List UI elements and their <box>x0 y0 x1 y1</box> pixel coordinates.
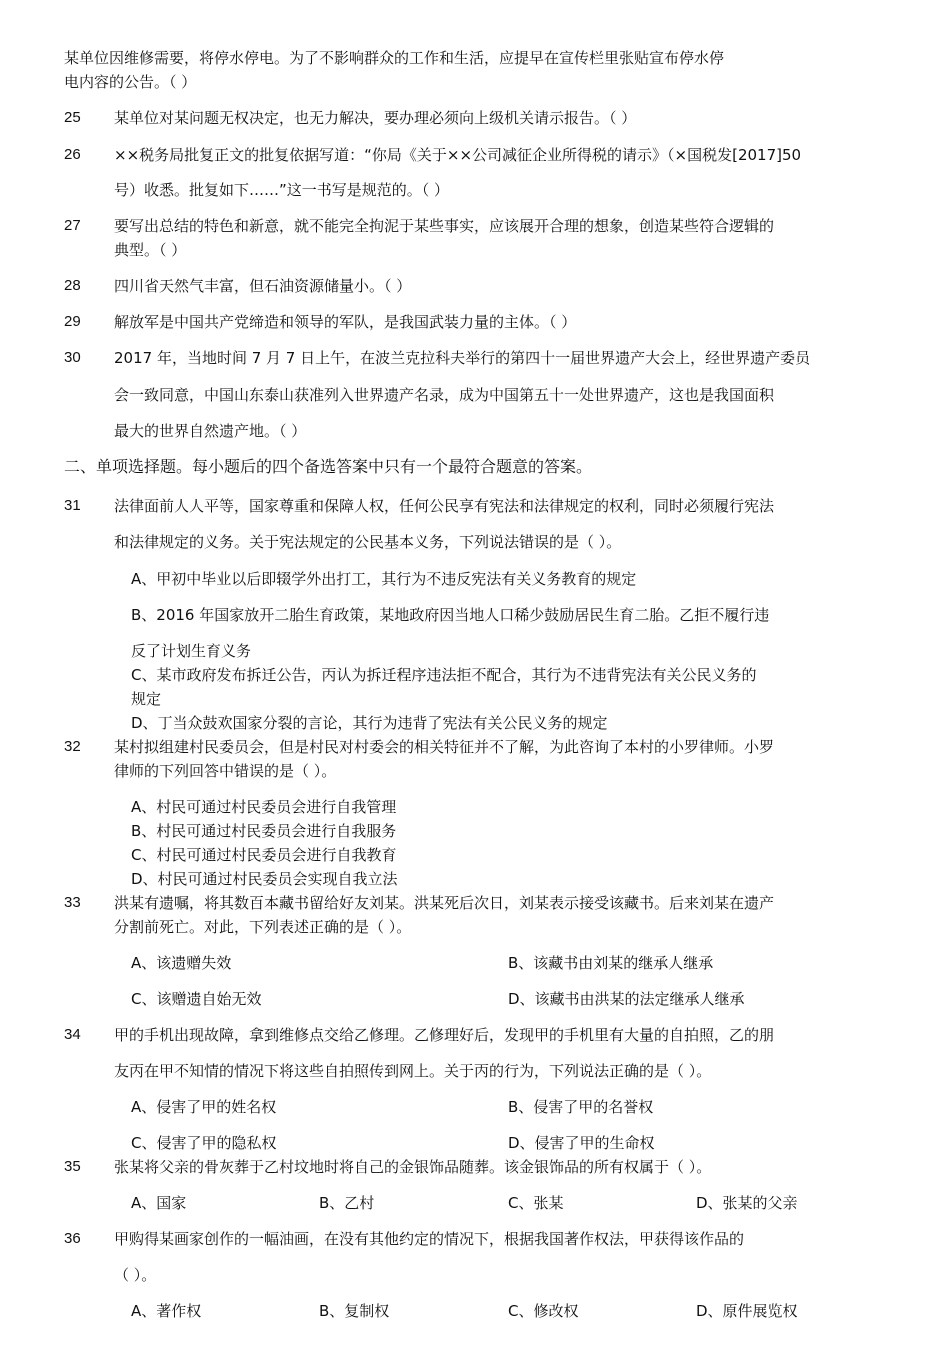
question-text: 要写出总结的特色和新意，就不能完全拘泥于某些事实，应该展开合理的想象，创造某些符合逻辑的 <box>114 217 775 235</box>
question-number: 35 <box>64 1158 81 1175</box>
question-text: 典型。（ ） <box>114 241 187 259</box>
option-a: A、著作权 <box>131 1302 202 1320</box>
question-number: 27 <box>64 217 81 234</box>
question-text: 会一致同意，中国山东泰山获准列入世界遗产名录，成为中国第五十一处世界遗产，这也是我国面积 <box>114 386 775 404</box>
question-text: 某单位对某问题无权决定，也无力解决，要办理必须向上级机关请示报告。（ ） <box>114 109 637 127</box>
question-text: 最大的世界自然遗产地。（ ） <box>114 422 307 440</box>
option-b: B、复制权 <box>319 1302 390 1320</box>
question-text: 四川省天然气丰富，但石油资源储量小。（ ） <box>114 277 412 295</box>
option-d: D、村民可通过村民委员会实现自我立法 <box>131 870 398 888</box>
question-number: 30 <box>64 349 81 366</box>
intro-line: 某单位因维修需要，将停水停电。为了不影响群众的工作和生活，应提早在宣传栏里张贴宣布停水停 <box>64 49 725 67</box>
option-b: B、2016 年国家放开二胎生育政策，某地政府因当地人口稀少鼓励居民生育二胎。乙拒不履行违 <box>131 606 770 624</box>
option-c: C、张某 <box>508 1194 564 1212</box>
question-number: 33 <box>64 894 81 911</box>
option-c: C、村民可通过村民委员会进行自我教育 <box>131 846 397 864</box>
question-number: 32 <box>64 738 81 755</box>
question-text: 号）收悉。批复如下……”这一书写是规范的。（ ） <box>114 181 450 199</box>
option-c: C、侵害了甲的隐私权 <box>131 1134 277 1152</box>
question-number: 36 <box>64 1230 81 1247</box>
question-text: 甲的手机出现故障，拿到维修点交给乙修理。乙修理好后，发现甲的手机里有大量的自拍照，乙的朋 <box>114 1026 775 1044</box>
question-text: 张某将父亲的骨灰葬于乙村坟地时将自己的金银饰品随葬。该金银饰品的所有权属于（ ）。 <box>114 1158 712 1176</box>
option-b: B、村民可通过村民委员会进行自我服务 <box>131 822 397 840</box>
question-text: 2017 年，当地时间 7 月 7 日上午，在波兰克拉科夫举行的第四十一届世界遗产大会上，经世界遗产委员 <box>114 349 811 367</box>
question-number: 26 <box>64 146 81 163</box>
option-a: A、侵害了甲的姓名权 <box>131 1098 277 1116</box>
question-text: 解放军是中国共产党缔造和领导的军队，是我国武装力量的主体。（ ） <box>114 313 577 331</box>
option-c: C、该赠遗自始无效 <box>131 990 262 1008</box>
option-c: 规定 <box>131 690 162 708</box>
question-number: 34 <box>64 1026 81 1043</box>
question-number: 29 <box>64 313 81 330</box>
question-number: 25 <box>64 109 81 126</box>
option-b: B、乙村 <box>319 1194 375 1212</box>
option-d: D、该藏书由洪某的法定继承人继承 <box>508 990 745 1008</box>
question-text: 律师的下列回答中错误的是（ ）。 <box>114 762 337 780</box>
option-d: D、侵害了甲的生命权 <box>508 1134 655 1152</box>
option-c: C、修改权 <box>508 1302 579 1320</box>
question-number: 28 <box>64 277 81 294</box>
option-c: C、某市政府发布拆迁公告，丙认为拆迁程序违法拒不配合，其行为不违背宪法有关公民义务的 <box>131 666 757 684</box>
option-a: A、国家 <box>131 1194 187 1212</box>
option-b: 反了计划生育义务 <box>131 642 252 660</box>
question-text: 甲购得某画家创作的一幅油画，在没有其他约定的情况下，根据我国著作权法，甲获得该作品的 <box>114 1230 745 1248</box>
option-d: D、原件展览权 <box>696 1302 798 1320</box>
question-text: （ ）。 <box>114 1266 157 1284</box>
question-text: 友丙在甲不知情的情况下将这些自拍照传到网上。关于丙的行为，下列说法正确的是（ ）。 <box>114 1062 712 1080</box>
option-b: B、侵害了甲的名誉权 <box>508 1098 654 1116</box>
option-a: A、村民可通过村民委员会进行自我管理 <box>131 798 397 816</box>
option-d: D、张某的父亲 <box>696 1194 798 1212</box>
question-number: 31 <box>64 497 81 514</box>
question-text: ××税务局批复正文的批复依据写道：“你局《关于××公司减征企业所得税的请示》（×国税发[2017]50 <box>114 146 802 164</box>
question-text: 法律面前人人平等，国家尊重和保障人权，任何公民享有宪法和法律规定的权利，同时必须履行宪法 <box>114 497 775 515</box>
option-a: A、该遗赠失效 <box>131 954 232 972</box>
question-text: 洪某有遗嘱，将其数百本藏书留给好友刘某。洪某死后次日，刘某表示接受该藏书。后来刘某在遗产 <box>114 894 775 912</box>
intro-line: 电内容的公告。（ ） <box>64 73 197 91</box>
option-a: A、甲初中毕业以后即辍学外出打工，其行为不违反宪法有关义务教育的规定 <box>131 570 637 588</box>
option-b: B、该藏书由刘某的继承人继承 <box>508 954 714 972</box>
question-text: 某村拟组建村民委员会，但是村民对村委会的相关特征并不了解，为此咨询了本村的小罗律师。小罗 <box>114 738 775 756</box>
section-heading: 二、单项选择题。每小题后的四个备选答案中只有一个最符合题意的答案。 <box>64 457 593 476</box>
question-text: 和法律规定的义务。关于宪法规定的公民基本义务，下列说法错误的是（ ）。 <box>114 533 622 551</box>
option-d: D、丁当众鼓欢国家分裂的言论，其行为违背了宪法有关公民义务的规定 <box>131 714 608 732</box>
question-text: 分割前死亡。对此，下列表述正确的是（ ）。 <box>114 918 412 936</box>
